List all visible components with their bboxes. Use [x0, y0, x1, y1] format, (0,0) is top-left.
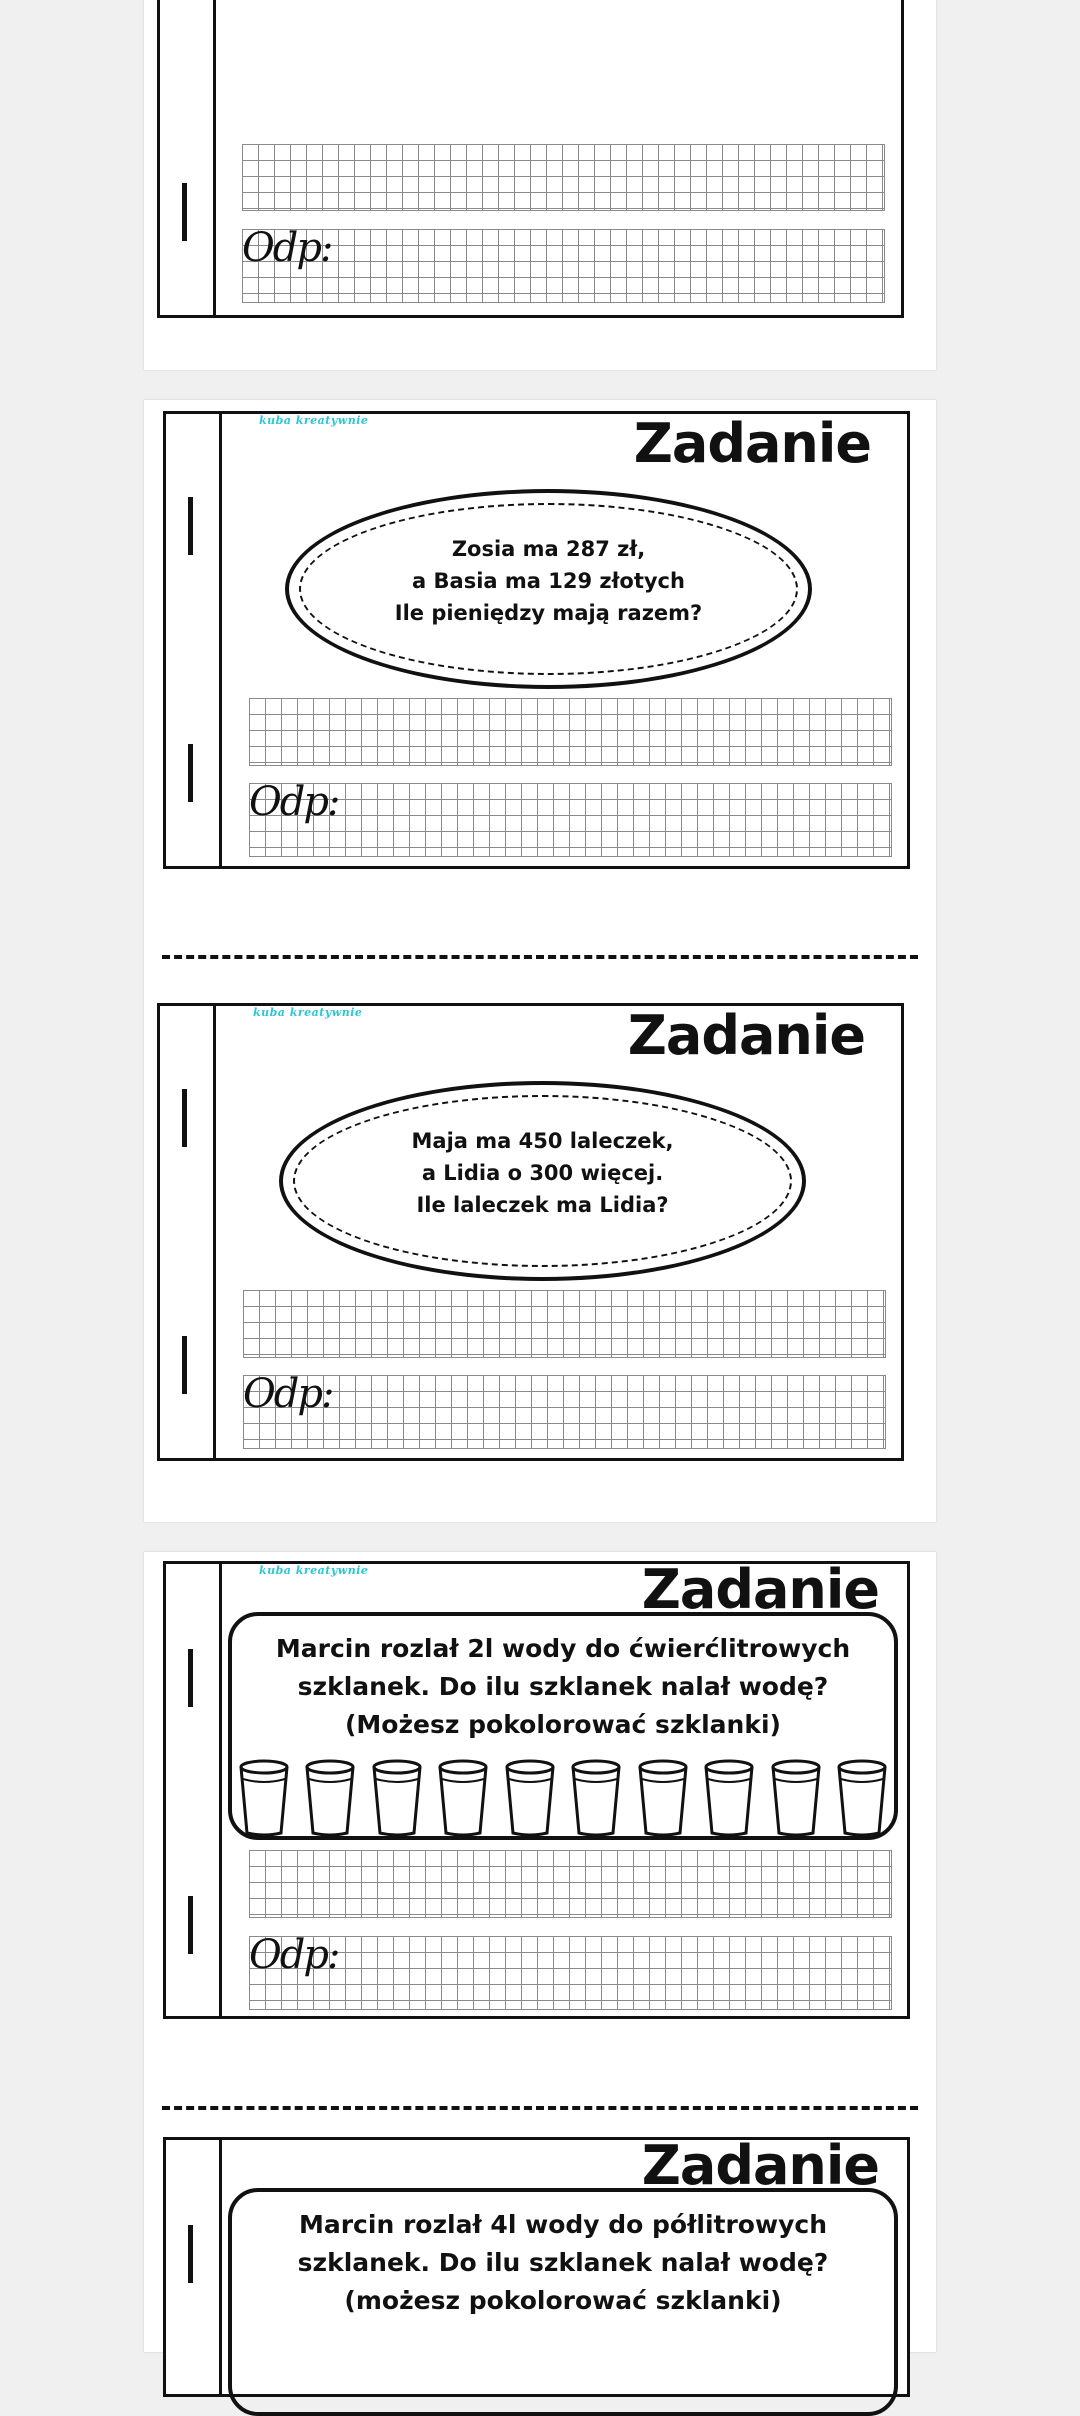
glass-icon: [570, 1759, 622, 1837]
watermark: kuba kreatywnie: [259, 1564, 369, 1577]
card-spine: [160, 0, 216, 315]
glass-icon: [238, 1759, 290, 1837]
answer-label: Odp:: [242, 225, 332, 271]
card-spine: [166, 2140, 222, 2394]
task-card: [163, 411, 910, 869]
problem-line: Zosia ma 287 zł,: [451, 537, 646, 561]
task-card: [163, 2134, 910, 2397]
glass-icon: [703, 1759, 755, 1837]
glasses-row: [238, 1759, 888, 1837]
spine-mark: [188, 497, 193, 555]
task-card: [157, 0, 904, 318]
problem-line: szklanek. Do ilu szklanek nalał wodę?: [297, 1672, 829, 1701]
spine-mark: [182, 1336, 187, 1394]
spine-mark: [188, 1896, 193, 1954]
spine-mark: [182, 1089, 187, 1147]
answer-grid: [242, 225, 885, 303]
calculation-grid: [243, 1290, 886, 1358]
spine-mark: [188, 2225, 193, 2283]
answer-label: Odp:: [243, 1371, 333, 1417]
card-spine: [166, 1564, 222, 2016]
problem-box: [228, 1612, 898, 1840]
spine-mark: [182, 183, 187, 241]
problem-line: Ile laleczek ma Lidia?: [416, 1193, 669, 1217]
cut-line: [162, 2106, 918, 2110]
problem-line: (Możesz pokolorować szklanki): [345, 1710, 781, 1739]
task-card: [163, 1558, 910, 2019]
answer-grid: [249, 779, 892, 857]
card-spine: [166, 414, 222, 866]
spine-mark: [188, 744, 193, 802]
calculation-grid: [249, 1850, 892, 1918]
card-title: Zadanie: [641, 1558, 879, 1621]
card-title: Zadanie: [633, 412, 871, 475]
problem-box: [228, 2188, 898, 2416]
card-spine: [160, 1006, 216, 1458]
problem-line: Marcin rozlał 2l wody do ćwierćlitrowych: [275, 1634, 851, 1663]
glass-icon: [637, 1759, 689, 1837]
card-title: Zadanie: [627, 1004, 865, 1067]
watermark: kuba kreatywnie: [253, 1006, 363, 1019]
glass-icon: [304, 1759, 356, 1837]
problem-line: (możesz pokolorować szklanki): [344, 2286, 782, 2315]
problem-line: szklanek. Do ilu szklanek nalał wodę?: [297, 2248, 829, 2277]
calculation-grid: [242, 144, 885, 211]
worksheet-page-2: [144, 400, 936, 1522]
glass-icon: [371, 1759, 423, 1837]
problem-oval: [279, 1081, 806, 1281]
answer-label: Odp:: [249, 1932, 339, 1978]
problem-line: Marcin rozlał 4l wody do półlitrowych: [298, 2210, 827, 2239]
problem-line: Ile pieniędzy mają razem?: [394, 601, 703, 625]
answer-grid: [243, 1371, 886, 1449]
problem-line: Maja ma 450 laleczek,: [411, 1129, 674, 1153]
problem-line: a Lidia o 300 więcej.: [421, 1161, 664, 1185]
problem-oval: [285, 489, 812, 689]
problem-line: a Basia ma 129 złotych: [412, 569, 685, 593]
glass-icon: [504, 1759, 556, 1837]
worksheet-page-3: [144, 1552, 936, 2352]
glass-icon: [836, 1759, 888, 1837]
answer-label: Odp:: [249, 779, 339, 825]
glass-icon: [770, 1759, 822, 1837]
spine-mark: [188, 1649, 193, 1707]
cut-line: [162, 955, 918, 959]
task-card: [157, 1003, 904, 1461]
watermark: kuba kreatywnie: [259, 414, 369, 427]
worksheet-page-1: [144, 0, 936, 370]
answer-grid: [249, 1932, 892, 2010]
calculation-grid: [249, 698, 892, 766]
card-title: Zadanie: [641, 2134, 879, 2197]
glass-icon: [437, 1759, 489, 1837]
